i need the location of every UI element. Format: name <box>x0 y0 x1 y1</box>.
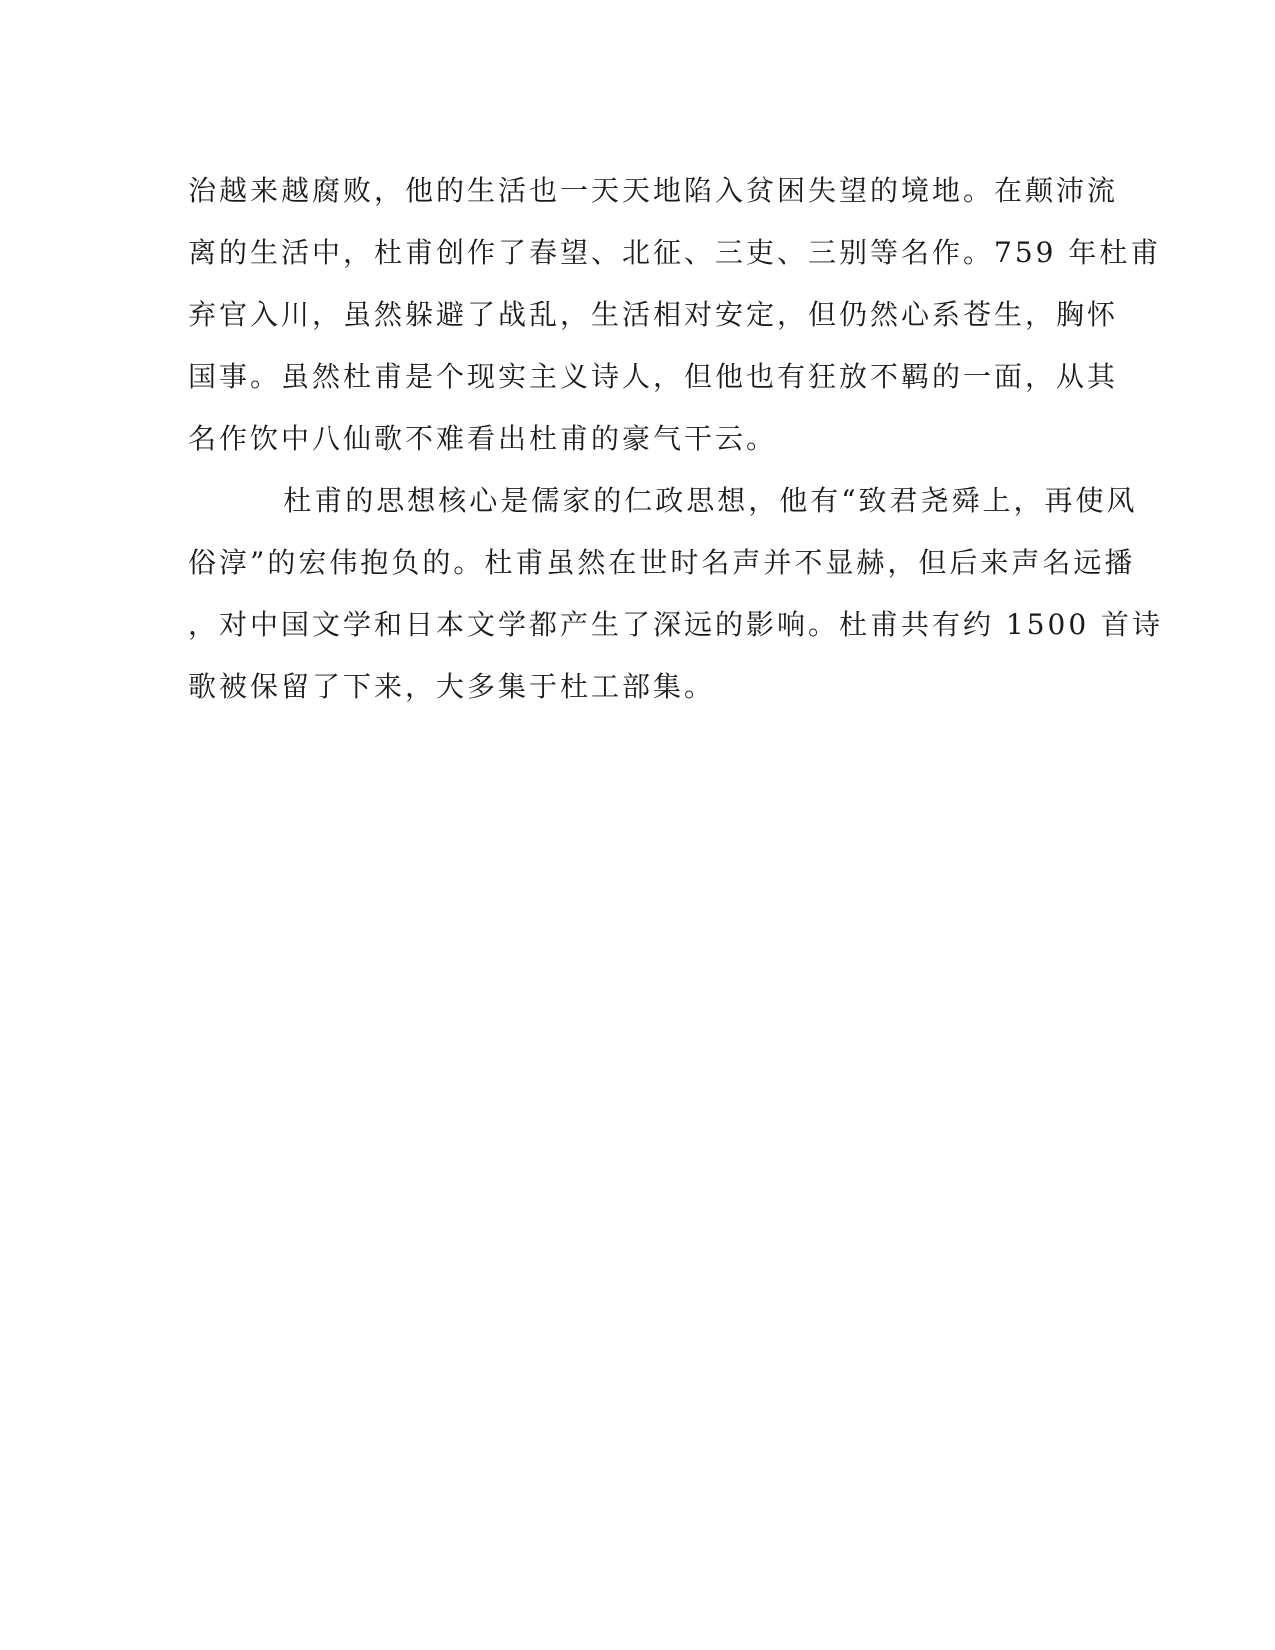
text-line: 离的生活中，杜甫创作了春望、北征、三吏、三别等名作。759 年杜甫 <box>188 236 1162 269</box>
paragraph-2 <box>188 470 1164 718</box>
text-line: ，对中国文学和日本文学都产生了深远的影响。杜甫共有约 1500 首诗 <box>188 608 1164 641</box>
paragraph-1 <box>188 160 1162 470</box>
text-line: 俗淳”的宏伟抱负的。杜甫虽然在世时名声并不显赫，但后来声名远播 <box>188 546 1136 579</box>
text-line: 歌被保留了下来，大多集于杜工部集。 <box>188 670 716 703</box>
text-line: 治越来越腐败，他的生活也一天天地陷入贫困失望的境地。在颠沛流 <box>188 174 1119 207</box>
text-line: 弃官入川，虽然躲避了战乱，生活相对安定，但仍然心系苍生，胸怀 <box>188 298 1119 331</box>
document-body <box>188 160 1164 718</box>
text-line: 杜甫的思想核心是儒家的仁政思想，他有“致君尧舜上，再使风 <box>188 484 1138 517</box>
text-line: 名作饮中八仙歌不难看出杜甫的豪气干云。 <box>188 422 778 455</box>
text-line: 国事。虽然杜甫是个现实主义诗人，但他也有狂放不羁的一面，从其 <box>188 360 1119 393</box>
